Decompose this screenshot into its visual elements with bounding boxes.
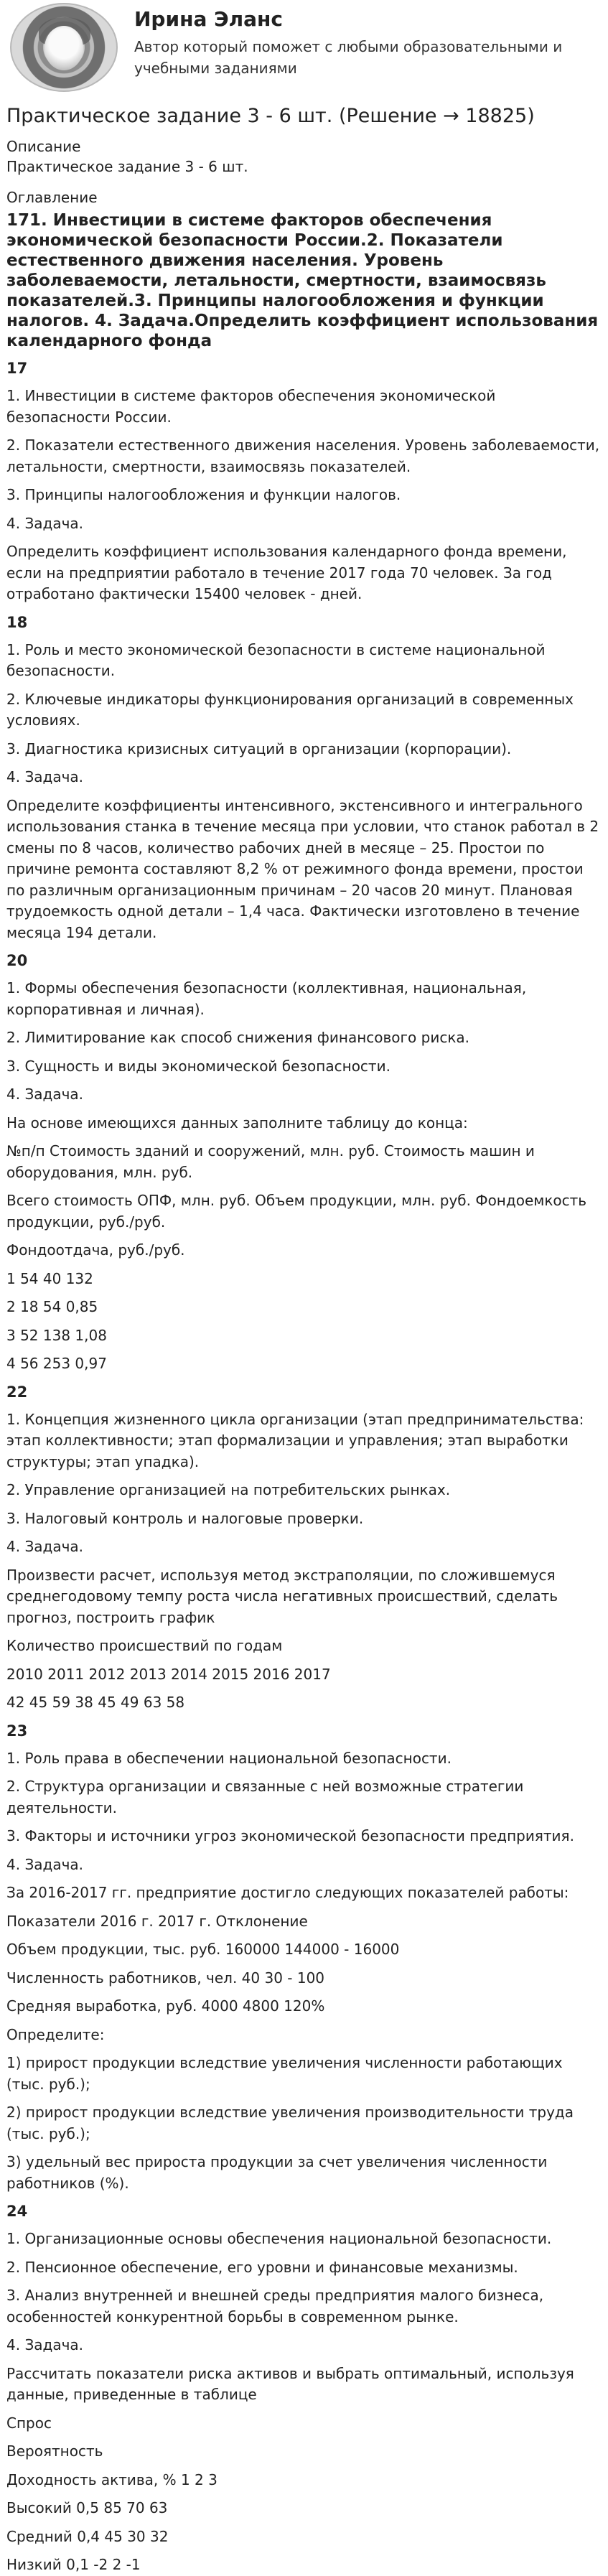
section-paragraph: 42 45 59 38 45 49 63 58 <box>6 1694 185 1711</box>
section-paragraph: Доходность актива, % 1 2 3 <box>6 2470 218 2488</box>
section-paragraph: 3. Налоговый контроль и налоговые проверки. <box>6 1509 364 1527</box>
section-paragraph: Высокий 0,5 85 70 63 <box>6 2499 168 2516</box>
section-paragraph: 2. Управление организацией на потребительских рынках. <box>6 1481 451 1498</box>
section-paragraph: Всего стоимость ОПФ, млн. руб. Объем продукции, млн. руб. Фондоемкость продукции, руб./руб. <box>6 1192 587 1231</box>
section-paragraph: Низкий 0,1 -2 2 -1 <box>6 2556 141 2573</box>
section-number: 17 <box>6 360 28 377</box>
section-paragraph: №п/п Стоимость зданий и сооружений, млн. руб. Стоимость машин и оборудования, млн. руб. <box>6 1142 535 1181</box>
toc-label: Оглавление <box>6 189 98 206</box>
section-number: 23 <box>6 1722 28 1740</box>
page-title: Практическое задание 3 - 6 шт. (Решение → 18825) <box>6 105 535 127</box>
section-paragraph: Определить коэффициент использования календарного фонда времени, если на предприятии работало в течение 2017 года 70 человек. За год отработано фактически 15400 человек - дней. <box>6 543 567 602</box>
section-paragraph: 4. Задача. <box>6 2336 84 2353</box>
section-paragraph: 2. Пенсионное обеспечение, его уровни и финансовые механизмы. <box>6 2258 518 2276</box>
section-number: 22 <box>6 1383 28 1401</box>
section-paragraph: 3. Факторы и источники угроз экономической безопасности предприятия. <box>6 1827 574 1844</box>
section-paragraph: Вероятность <box>6 2442 103 2460</box>
author-description: Автор который поможет с любыми образовательными и учебными заданиями <box>134 38 563 77</box>
section-paragraph: 2010 2011 2012 2013 2014 2015 2016 2017 <box>6 1665 331 1683</box>
section-paragraph: Средняя выработка, руб. 4000 4800 120% <box>6 1997 325 2015</box>
sections <box>6 358 602 2576</box>
section-paragraph: 2) прирост продукции вследствие увеличения производительности труда (тыс. руб.); <box>6 2104 574 2142</box>
section-paragraph: 4. Задача. <box>6 1538 84 1555</box>
section-paragraph: Численность работников, чел. 40 30 - 100 <box>6 1969 325 1987</box>
section-paragraph: Произвести расчет, используя метод экстраполяции, по сложившемуся среднегодовому темпу роста числа негативных происшествий, сделать прогноз, построить график <box>6 1566 558 1626</box>
author-header <box>6 0 602 95</box>
section-paragraph: 3. Анализ внутренней и внешней среды предприятия малого бизнеса, особенностей конкурентной борьбы в современном рынке. <box>6 2287 544 2325</box>
section-number: 20 <box>6 952 28 969</box>
section-paragraph: 1. Роль права в обеспечении национальной безопасности. <box>6 1749 452 1767</box>
section-paragraph: 2 18 54 0,85 <box>6 1298 98 1315</box>
section-paragraph: 1) прирост продукции вследствие увеличения численности работающих (тыс. руб.); <box>6 2054 563 2093</box>
section-paragraph: Рассчитать показатели риска активов и выбрать оптимальный, используя данные, приведенные в таблице <box>6 2364 574 2403</box>
section-paragraph: 4 56 253 0,97 <box>6 1355 107 1372</box>
section-paragraph: 2. Ключевые индикаторы функционирования организаций в современных условиях. <box>6 690 574 729</box>
section-paragraph: 1. Организационные основы обеспечения национальной безопасности. <box>6 2230 552 2247</box>
section-number: 24 <box>6 2203 28 2220</box>
section-paragraph: Фондоотдача, руб./руб. <box>6 1241 185 1259</box>
description-text: Практическое задание 3 - 6 шт. <box>6 158 248 175</box>
section-paragraph: 1. Формы обеспечения безопасности (коллективная, национальная, корпоративная и личная). <box>6 979 527 1018</box>
avatar[interactable] <box>10 3 118 92</box>
section-number: 18 <box>6 613 28 631</box>
toc-title: 171. Инвестиции в системе факторов обеспечения экономической безопасности России.2. Показатели естественного движения населения. Уровень заболеваемости, летальности, смертности, взаимосвязь показателей.3. Принципы налогообложения и функции налогов. 4. Задача.Определить коэффициент использования календарного фонда <box>6 211 599 350</box>
section-paragraph: 2. Структура организации и связанные с ней возможные стратегии деятельности. <box>6 1778 524 1816</box>
section-paragraph: 1. Роль и место экономической безопасности в системе национальной безопасности. <box>6 640 546 679</box>
section-paragraph: Спрос <box>6 2414 52 2432</box>
section-paragraph: За 2016-2017 гг. предприятие достигло следующих показателей работы: <box>6 1884 569 1901</box>
section-paragraph: Количество происшествий по годам <box>6 1637 283 1654</box>
section-paragraph: На основе имеющихся данных заполните таблицу до конца: <box>6 1114 468 1131</box>
section-paragraph: 2. Показатели естественного движения населения. Уровень заболеваемости, летальности, смертности, взаимосвязь показателей. <box>6 437 600 475</box>
description-label: Описание <box>6 138 81 155</box>
section-paragraph: Показатели 2016 г. 2017 г. Отклонение <box>6 1912 308 1930</box>
section-paragraph: 4. Задача. <box>6 1086 84 1103</box>
section-paragraph: 4. Задача. <box>6 768 84 785</box>
section-paragraph: 3. Сущность и виды экономической безопасности. <box>6 1057 390 1075</box>
section-paragraph: Средний 0,4 45 30 32 <box>6 2527 169 2545</box>
section-paragraph: 3 52 138 1,08 <box>6 1326 107 1344</box>
section-paragraph: 3. Принципы налогообложения и функции налогов. <box>6 486 401 503</box>
section-paragraph: 2. Лимитирование как способ снижения финансового риска. <box>6 1029 470 1046</box>
avatar-face <box>45 26 83 70</box>
section-paragraph: 3. Диагностика кризисных ситуаций в организации (корпорации). <box>6 739 512 757</box>
section-paragraph: Объем продукции, тыс. руб. 160000 144000 - 16000 <box>6 1941 400 1958</box>
section-paragraph: 1. Инвестиции в системе факторов обеспечения экономической безопасности России. <box>6 387 496 426</box>
author-name[interactable]: Ирина Эланс <box>134 7 283 31</box>
section-paragraph: 1. Концепция жизненного цикла организации (этап предпринимательства: этап коллективности; этап формализации и управления; этап выработки структуры; этап упадка). <box>6 1410 584 1470</box>
section-paragraph: Определите: <box>6 2025 105 2043</box>
section-paragraph: 4. Задача. <box>6 1855 84 1873</box>
section-paragraph: 4. Задача. <box>6 514 84 532</box>
section-paragraph: 3) удельный вес прироста продукции за счет увеличения численности работников (%). <box>6 2153 548 2192</box>
section-paragraph: Определите коэффициенты интенсивного, экстенсивного и интегрального использования станка в течение месяца при условии, что станок работал в 2 смены по 8 часов, количество рабочих дней в месяце – 25. Простои по причине ремонта составляют 8,2 % от режимного фонда времени, простои по различным организационным причинам – 20 часов 20 минут. Плановая трудоемкость одной детали – 1,4 часа. Фактически изготовлено в течение месяца 194 детали. <box>6 796 599 941</box>
section-paragraph: 1 54 40 132 <box>6 1269 93 1287</box>
